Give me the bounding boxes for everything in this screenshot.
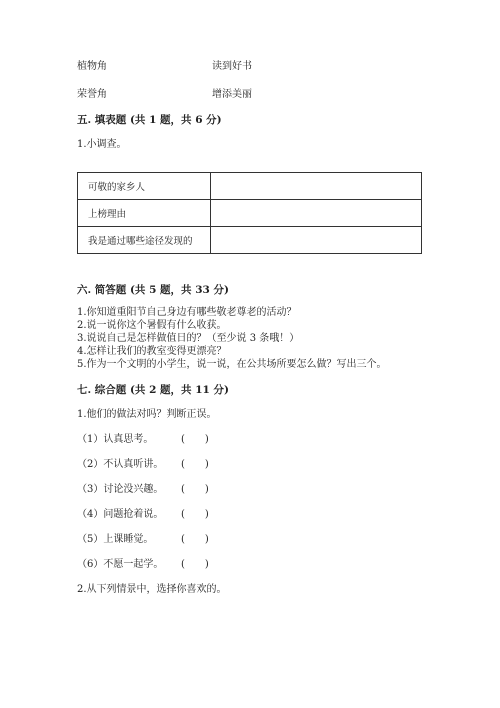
- table-row: [78, 200, 422, 227]
- judge-item-label: （6）不愿一起学。: [77, 559, 164, 570]
- table-answer-cell[interactable]: [211, 227, 422, 254]
- section7-title: 七. 综合题 (共 2 题，共 11 分): [77, 384, 229, 396]
- section6-question-3: 3.说说自己是怎样做值日的？（至少说 3 条哦！）: [77, 333, 300, 344]
- judge-item-label: （5）上课睡觉。: [77, 534, 154, 545]
- judge-answer-bracket[interactable]: ( ): [181, 559, 209, 570]
- section6-title: 六. 简答题 (共 5 题，共 33 分): [77, 284, 229, 296]
- judge-item-label: （2）不认真听讲。: [77, 459, 164, 470]
- word-left-2: 荣誉角: [77, 89, 107, 100]
- table-row: [78, 173, 422, 200]
- table-answer-cell[interactable]: [211, 200, 422, 227]
- judge-answer-bracket[interactable]: ( ): [181, 509, 209, 520]
- word-left-1: 植物角: [77, 61, 107, 72]
- judge-answer-bracket[interactable]: ( ): [181, 434, 209, 445]
- word-right-2: 增添美丽: [212, 89, 252, 100]
- judge-item-label: （4）问题抢着说。: [77, 509, 164, 520]
- section5-question-1: 1.小调查。: [77, 139, 127, 150]
- section6-question-4: 4.怎样让我们的教室变得更漂亮？: [77, 346, 227, 357]
- word-right-1: 读到好书: [212, 61, 252, 72]
- table-label-cell: 我是通过哪些途径发现的: [78, 227, 211, 254]
- judge-answer-bracket[interactable]: ( ): [181, 484, 209, 495]
- section7-question-2: 2.从下列情景中，选择你喜欢的。: [77, 584, 227, 595]
- table-answer-cell[interactable]: [211, 173, 422, 200]
- section6-question-5: 5.作为一个文明的小学生，说一说，在公共场所要怎么做？写出三个。: [77, 359, 387, 370]
- survey-table: [77, 172, 422, 254]
- section7-question-1: 1.他们的做法对吗？判断正误。: [77, 409, 217, 420]
- judge-answer-bracket[interactable]: ( ): [181, 534, 209, 545]
- section6-question-1: 1.你知道重阳节自己身边有哪些敬老尊老的活动？: [77, 307, 297, 318]
- section5-title: 五. 填表题 (共 1 题，共 6 分): [77, 114, 222, 126]
- judge-answer-bracket[interactable]: ( ): [181, 459, 209, 470]
- table-row: [78, 227, 422, 254]
- table-label-cell: 上榜理由: [78, 200, 211, 227]
- judge-item-label: （3）讨论没兴趣。: [77, 484, 164, 495]
- judge-item-label: （1）认真思考。: [77, 434, 154, 445]
- table-label-cell: 可敬的家乡人: [78, 173, 211, 200]
- section6-question-2: 2.说一说你这个暑假有什么收获。: [77, 320, 227, 331]
